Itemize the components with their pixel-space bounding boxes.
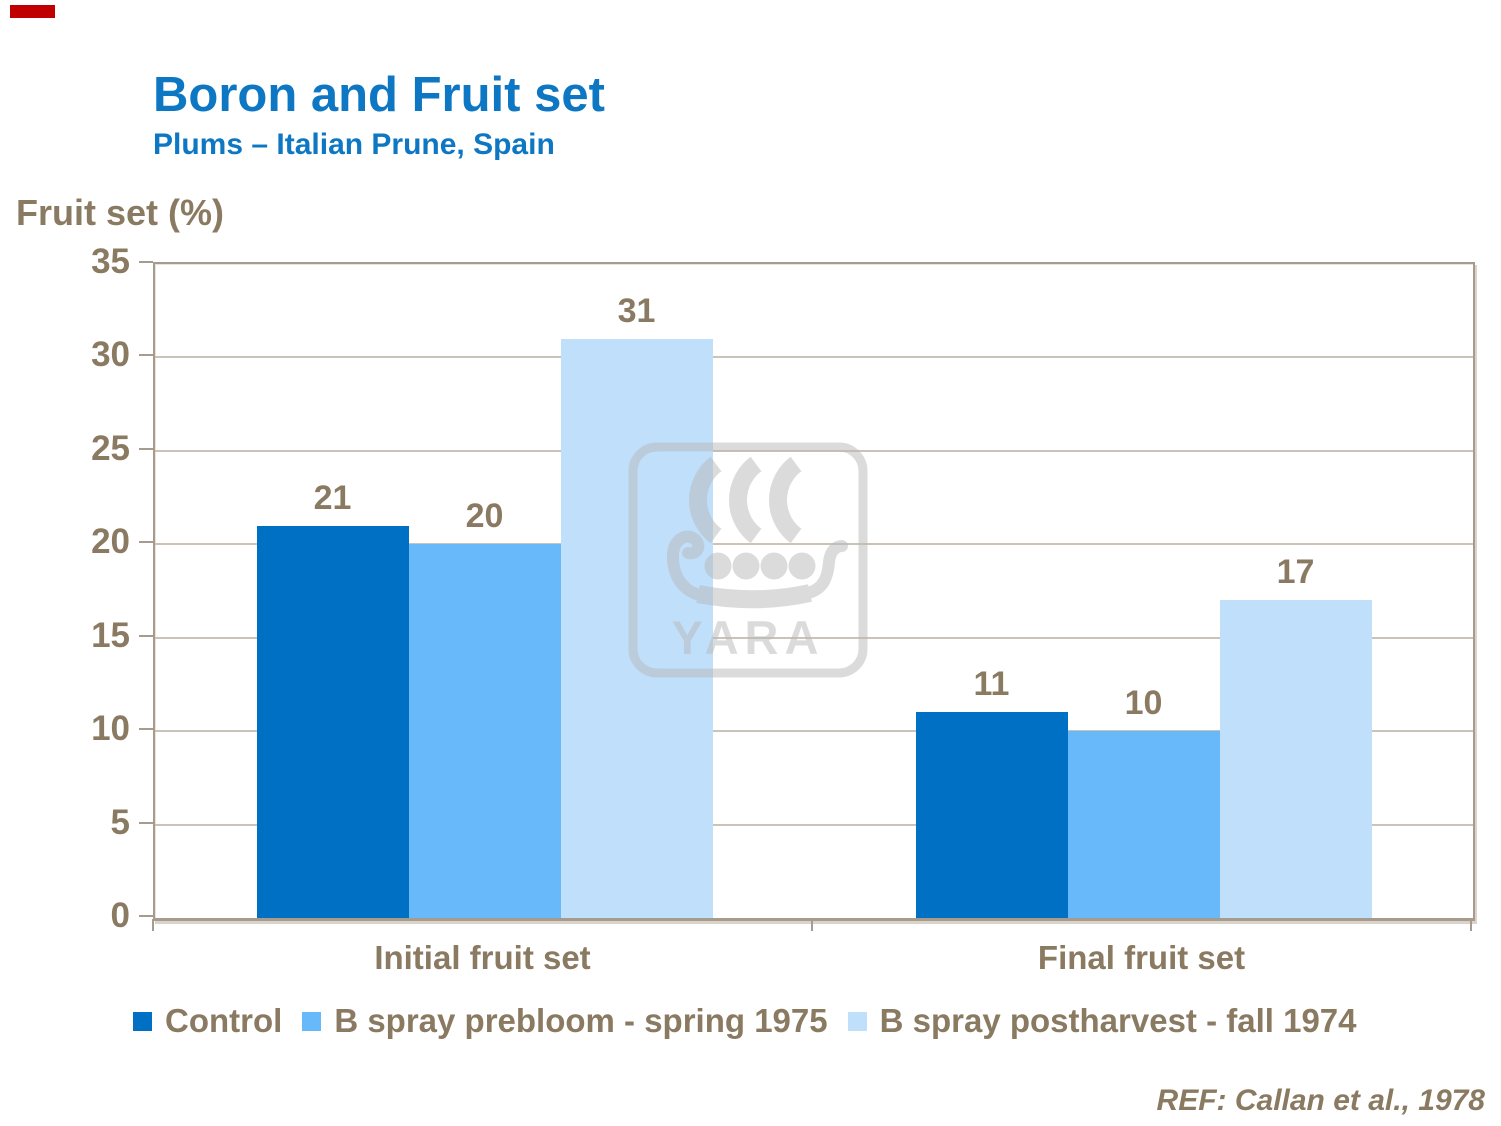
legend-label: B spray postharvest - fall 1974 — [879, 1002, 1357, 1039]
y-tick-label: 5 — [110, 802, 130, 842]
bar-value-label: 17 — [1276, 553, 1315, 592]
bar-value-label: 11 — [973, 665, 1010, 704]
ship-shields-icon — [705, 553, 816, 580]
ship-sail-icon — [778, 464, 796, 536]
legend — [133, 1002, 1357, 1040]
red-indicator-mark — [10, 5, 55, 18]
y-tick-mark — [139, 915, 153, 917]
y-tick-mark — [139, 541, 153, 543]
y-tick-mark — [139, 822, 153, 824]
category-label-initial-fruit-set: Initial fruit set — [374, 939, 591, 976]
y-tick-label: 15 — [91, 615, 130, 655]
y-tick-mark — [139, 261, 153, 263]
y-tick-mark — [139, 635, 153, 637]
bar-value-label: 21 — [313, 478, 352, 517]
legend-swatch-b-spray-prebloom-spring-1975 — [302, 1012, 321, 1031]
bar-control-final-fruit-set — [916, 712, 1068, 918]
bar-value-label: 20 — [465, 497, 504, 536]
legend-item-b-spray-postharvest-fall-1974 — [848, 1002, 1357, 1040]
y-tick-mark — [139, 728, 153, 730]
gridline — [155, 356, 1473, 358]
bar-b-spray-prebloom-spring-1975-final-fruit-set — [1068, 731, 1220, 918]
y-tick-mark — [139, 448, 153, 450]
bar-control-initial-fruit-set — [257, 526, 409, 918]
x-axis-tick-mark — [811, 919, 813, 931]
legend-label: B spray prebloom - spring 1975 — [334, 1002, 828, 1039]
y-tick-label: 0 — [110, 896, 130, 935]
yara-logo-watermark — [628, 442, 868, 678]
y-tick-mark — [139, 354, 153, 356]
legend-item-b-spray-prebloom-spring-1975 — [302, 1002, 827, 1040]
x-axis-tick-mark — [152, 919, 154, 931]
chart-subtitle: Plums – Italian Prune, Spain — [153, 128, 555, 162]
y-axis-title: Fruit set (%) — [16, 192, 225, 233]
y-tick-label: 25 — [91, 428, 130, 468]
legend-item-control — [133, 1002, 282, 1040]
legend-swatch-b-spray-postharvest-fall-1974 — [848, 1012, 867, 1031]
y-tick-label: 30 — [91, 335, 130, 375]
bar-value-label: 31 — [617, 291, 656, 330]
ship-sail-icon — [738, 464, 756, 536]
bar-b-spray-postharvest-fall-1974-final-fruit-set — [1220, 600, 1372, 918]
yara-logo-group — [633, 447, 863, 673]
ship-sail-icon — [698, 464, 716, 536]
title-block — [153, 70, 605, 162]
reference-citation: REF: Callan et al., 1978 — [1156, 1084, 1485, 1117]
y-tick-label: 35 — [91, 242, 130, 281]
legend-swatch-control — [133, 1012, 152, 1031]
bar-b-spray-prebloom-spring-1975-initial-fruit-set — [409, 544, 561, 918]
bar-value-label: 10 — [1124, 684, 1163, 723]
watermark-text: YARA — [671, 611, 825, 664]
category-label-final-fruit-set: Final fruit set — [1037, 939, 1246, 976]
ship-hull-icon — [698, 593, 810, 599]
y-tick-label: 20 — [91, 522, 130, 562]
legend-label: Control — [165, 1002, 283, 1039]
y-tick-label: 10 — [91, 709, 130, 749]
x-axis-tick-mark — [1470, 919, 1472, 931]
chart-title: Boron and Fruit set — [153, 68, 605, 122]
